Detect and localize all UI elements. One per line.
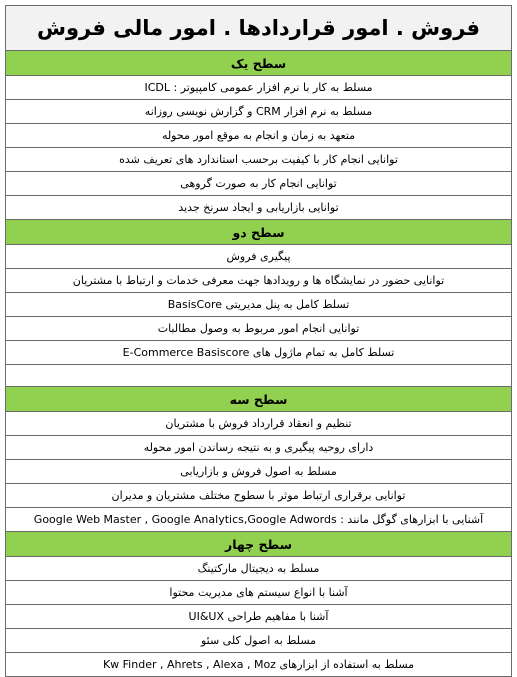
section-heading-level-2: سطح دو	[6, 220, 511, 245]
section-heading-level-1: سطح یک	[6, 51, 511, 76]
list-item: آشنا با مفاهیم طراحی UI&UX	[6, 605, 511, 629]
list-item: متعهد به زمان و انجام به موقع امور محوله	[6, 124, 511, 148]
list-item: آشنایی با ابزارهای گوگل مانند : Google Web Master , Google Analytics,Google Adwords	[6, 508, 511, 532]
list-item: توانایی بازاریابی و ایجاد سرنخ جدید	[6, 196, 511, 220]
list-item: مسلط به کار با نرم افزار عمومی کامپیوتر : ICDL	[6, 76, 511, 100]
list-item: آشنا با انواع سیستم های مدیریت محتوا	[6, 581, 511, 605]
list-item: توانایی انجام کار با کیفیت برحسب استاندارد های تعریف شده	[6, 148, 511, 172]
list-item: مسلط به نرم افزار CRM و گزارش نویسی روزانه	[6, 100, 511, 124]
spacer-row	[6, 365, 511, 387]
list-item: توانایی برقراری ارتباط موثر با سطوح مختلف مشتریان و مدیران	[6, 484, 511, 508]
list-item: مسلط به اصول کلی سئو	[6, 629, 511, 653]
list-item: تسلط کامل به تمام ماژول های E-Commerce Basiscore	[6, 341, 511, 365]
list-item: توانایی انجام کار به صورت گروهی	[6, 172, 511, 196]
page-title: فروش . امور قراردادها . امور مالی فروش	[6, 6, 511, 51]
list-item: توانایی انجام امور مربوط به وصول مطالبات	[6, 317, 511, 341]
list-item: تنظیم و انعقاد قرارداد فروش با مشتریان	[6, 412, 511, 436]
list-item: مسلط به دیجیتال مارکتینگ	[6, 557, 511, 581]
list-item: پیگیری فروش	[6, 245, 511, 269]
list-item: دارای روحیه پیگیری و به نتیجه رساندن امور محوله	[6, 436, 511, 460]
section-heading-level-3: سطح سه	[6, 387, 511, 412]
requirements-table	[5, 5, 512, 677]
section-heading-level-4: سطح چهار	[6, 532, 511, 557]
list-item: مسلط به استفاده از ابزارهای Kw Finder , Ahrets , Alexa , Moz	[102, 658, 415, 671]
list-item: مسلط به اصول فروش و بازاریابی	[6, 460, 511, 484]
list-item: توانایی حضور در نمایشگاه ها و رویدادها جهت معرفی خدمات و ارتباط با مشتریان	[6, 269, 511, 293]
list-item: تسلط کامل به پنل مدیریتی BasisCore	[6, 293, 511, 317]
